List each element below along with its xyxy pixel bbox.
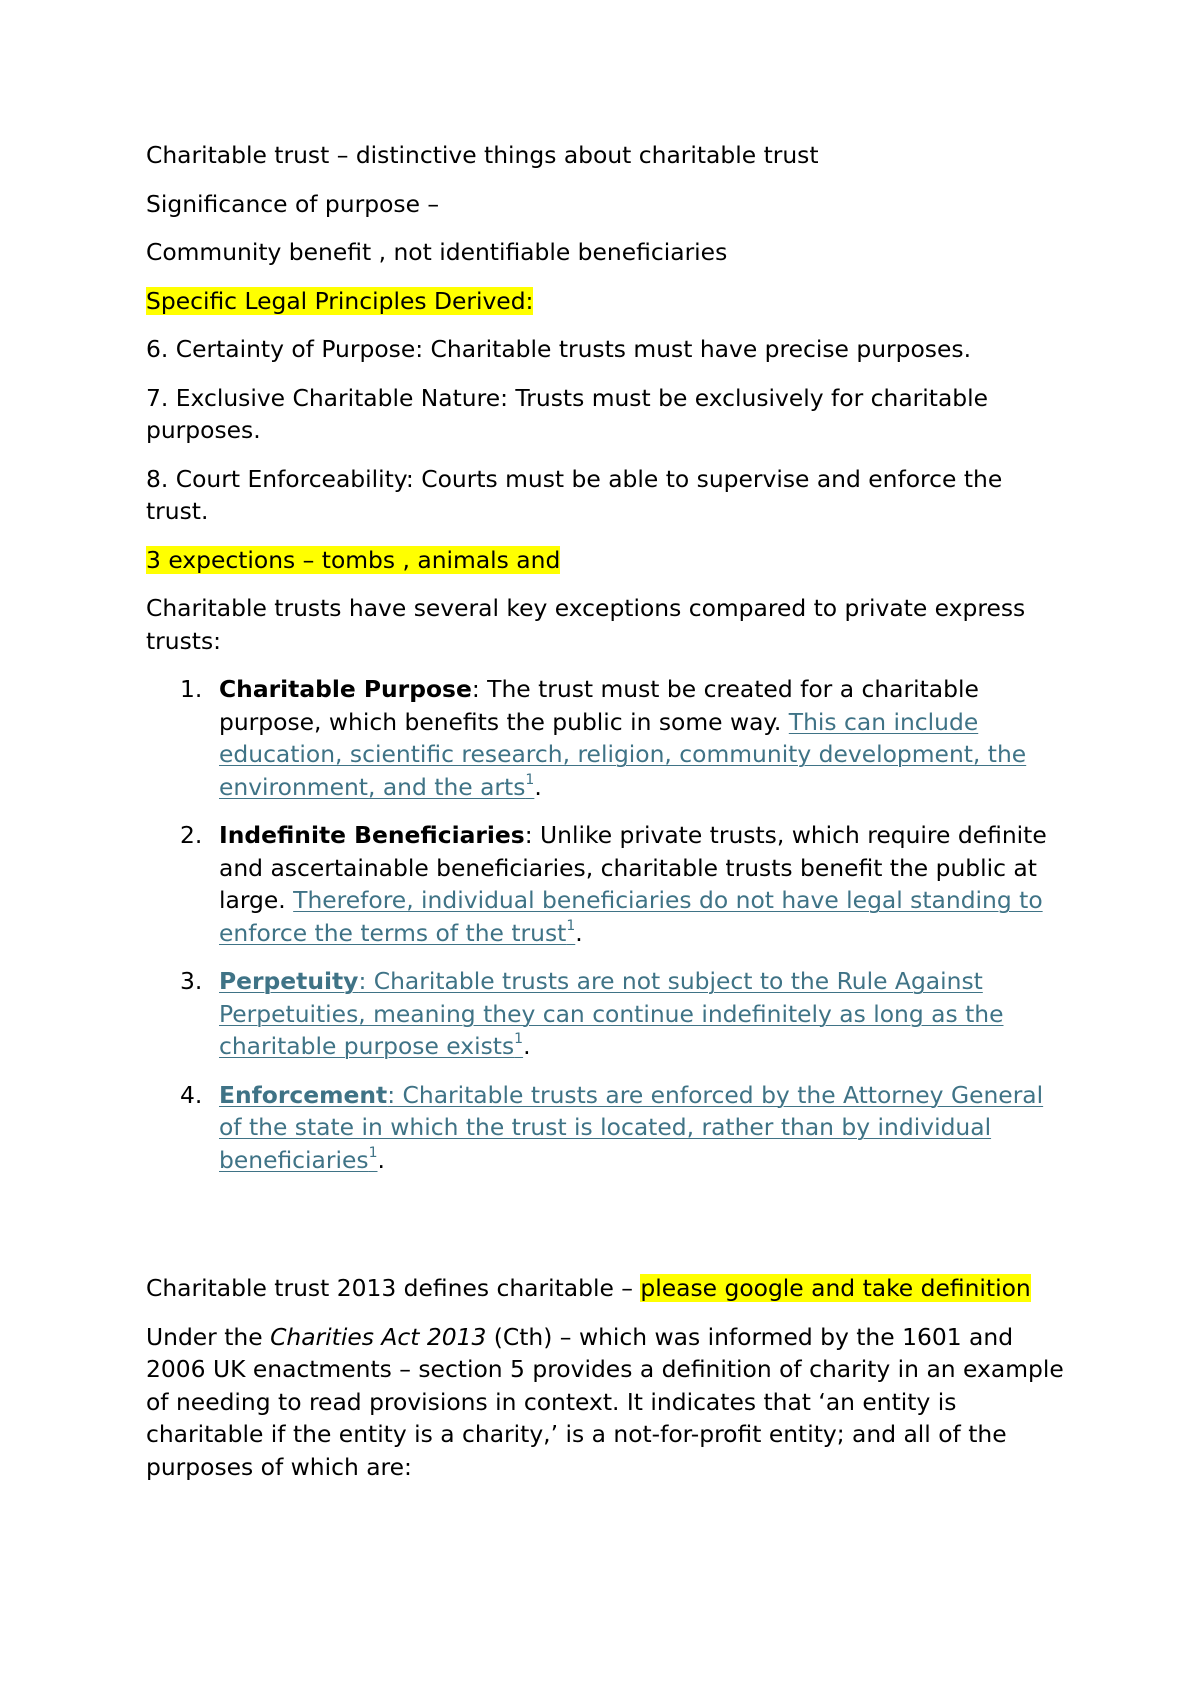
list-item xyxy=(146,965,1070,1063)
list-item xyxy=(146,1079,1070,1177)
exceptions-heading-para xyxy=(146,544,1070,577)
spacer xyxy=(146,1192,1070,1272)
list-number: 4. xyxy=(180,1080,203,1109)
principle-7: 7. Exclusive Charitable Nature: Trusts must be exclusively for charitable purposes. xyxy=(146,383,989,444)
intro-line-3: Community benefit , not identifiable beneficiaries xyxy=(146,238,728,266)
item-term[interactable]: Enforcement xyxy=(219,1080,388,1109)
definition-lead: Charitable trust 2013 defines charitable – xyxy=(146,1274,641,1302)
list-item xyxy=(146,673,1070,803)
item-term[interactable]: Perpetuity xyxy=(219,967,359,995)
footnote-ref[interactable]: 1 xyxy=(514,1031,524,1048)
definition-text-before: Under the xyxy=(146,1322,271,1351)
item-text: Unlike private trusts, which require definite and ascertainable beneficiaries, charitable trusts benefit the public at large. xyxy=(219,821,1047,914)
principle-6: 6. Certainty of Purpose: Charitable trusts must have precise purposes. xyxy=(146,335,971,363)
item-separator: : xyxy=(524,821,533,849)
item-term: Indefinite Beneficiaries xyxy=(219,821,525,849)
definition-paragraph xyxy=(146,1321,1070,1484)
citation-link-text[interactable]: This can include education, scientific research, religion, community development, the environment, and the arts xyxy=(219,707,1027,801)
citation-link[interactable] xyxy=(219,886,1043,947)
item-end: . xyxy=(534,772,542,801)
citation-link[interactable] xyxy=(219,1081,1043,1174)
definition-highlight: please google and take definition xyxy=(640,1274,1031,1302)
intro-line-1: Charitable trust – distinctive things about charitable trust xyxy=(146,141,819,169)
definition-text-after: (Cth) – which was informed by the 1601 and 2006 UK enactments – section 5 provides a definition of charity in an example of needing to read provisions in context. It indicates that ‘an entity is charitable if the entity is a charity,’ is a not-for-profit entity; and all of the purposes of which are: xyxy=(146,1322,1064,1481)
item-end: . xyxy=(575,918,583,947)
item-term: Charitable Purpose xyxy=(219,675,472,703)
item-text: The trust must be created for a charitable purpose, which benefits the public in some way. xyxy=(219,675,979,736)
exceptions-intro: Charitable trusts have several key exceptions compared to private express trusts: xyxy=(146,594,1026,655)
footnote-ref[interactable]: 1 xyxy=(525,771,535,788)
footnote-ref[interactable]: 1 xyxy=(368,1144,378,1161)
citation-link-text[interactable]: : Charitable trusts are not subject to the Rule Against Perpetuities, meaning they can continue indefinitely as long as the charitable purpose exists xyxy=(219,967,1004,1060)
list-number: 2. xyxy=(180,821,203,849)
principle-8: 8. Court Enforceability: Courts must be able to supervise and enforce the trust. xyxy=(146,464,1003,525)
act-title: Charities Act 2013 xyxy=(270,1322,487,1351)
list-item xyxy=(146,819,1070,949)
exceptions-list xyxy=(146,673,1070,1176)
item-end: . xyxy=(523,1032,531,1060)
footnote-ref[interactable]: 1 xyxy=(566,917,576,934)
citation-link-text[interactable]: : Charitable trusts are enforced by the Attorney General of the state in which the trust is located, rather than by individual beneficiaries xyxy=(219,1080,1044,1174)
list-number: 3. xyxy=(180,967,203,995)
principles-heading: Specific Legal Principles Derived: xyxy=(146,286,534,315)
exceptions-heading: 3 expections – tombs , animals and xyxy=(146,545,561,574)
item-separator: : xyxy=(471,675,480,703)
definition-heading xyxy=(146,1272,1070,1305)
citation-link-text[interactable]: Therefore, individual beneficiaries do not have legal standing to enforce the terms of the trust xyxy=(219,886,1043,947)
principles-heading-para xyxy=(146,285,1070,318)
list-number: 1. xyxy=(180,675,203,703)
item-end: . xyxy=(377,1145,385,1174)
citation-link[interactable] xyxy=(219,967,1004,1060)
intro-line-2: Significance of purpose – xyxy=(146,189,440,218)
